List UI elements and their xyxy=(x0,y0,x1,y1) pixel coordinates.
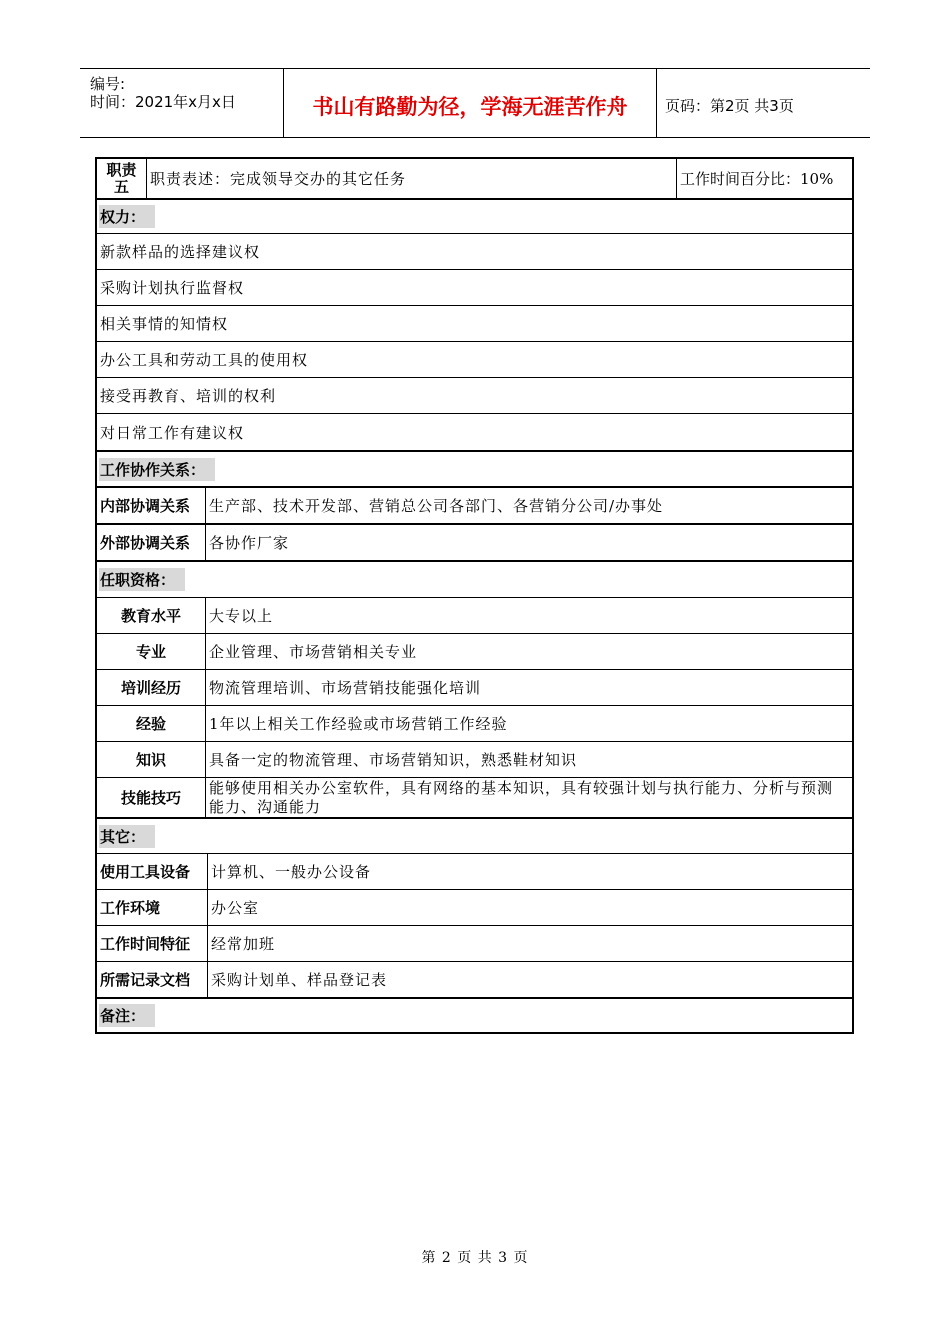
page-footer: 第 2 页 共 3 页 xyxy=(421,1250,529,1266)
power-item: 相关事情的知情权 xyxy=(100,315,229,333)
other-label: 所需记录文档 xyxy=(100,971,191,989)
header-motto: 书山有路勤为径，学海无涯苦作舟 xyxy=(312,95,628,119)
table-row xyxy=(97,854,852,890)
table-row xyxy=(97,890,852,926)
other-value: 办公室 xyxy=(207,890,852,925)
list-item xyxy=(97,306,852,342)
qualification-label: 培训经历 xyxy=(120,679,181,697)
job-description-table xyxy=(95,157,854,1034)
other-label: 工作时间特征 xyxy=(100,935,191,953)
duty-label: 职责五 xyxy=(106,160,137,196)
table-row xyxy=(97,962,852,999)
powers-title: 权力： xyxy=(99,205,155,228)
power-item: 接受再教育、培训的权利 xyxy=(100,387,277,405)
table-row xyxy=(97,706,852,742)
relations-section-header xyxy=(97,452,852,488)
list-item xyxy=(97,342,852,378)
other-value: 采购计划单、样品登记表 xyxy=(207,962,852,997)
other-value: 经常加班 xyxy=(207,926,852,961)
power-item: 采购计划执行监督权 xyxy=(100,279,245,297)
table-row xyxy=(97,634,852,670)
remarks-title: 备注： xyxy=(99,1004,155,1027)
header-meta xyxy=(80,69,283,137)
qualification-label: 经验 xyxy=(135,715,166,733)
document-header xyxy=(80,68,870,138)
powers-section-header xyxy=(97,200,852,234)
duty-row xyxy=(97,159,852,200)
power-item: 新款样品的选择建议权 xyxy=(100,243,261,261)
others-section-header xyxy=(97,819,852,854)
qualification-value: 物流管理培训、市场营销技能强化培训 xyxy=(205,670,852,705)
qualification-label: 教育水平 xyxy=(120,607,181,625)
qualifications-section-header xyxy=(97,562,852,598)
table-row xyxy=(97,488,852,525)
qualifications-title: 任职资格： xyxy=(99,568,185,591)
other-label: 使用工具设备 xyxy=(100,863,191,881)
qualification-value: 大专以上 xyxy=(205,598,852,633)
qualification-label: 专业 xyxy=(135,643,166,661)
qualification-value: 1年以上相关工作经验或市场营销工作经验 xyxy=(205,706,852,741)
qualification-label: 知识 xyxy=(135,751,166,769)
power-item: 对日常工作有建议权 xyxy=(100,423,245,442)
header-page-info: 页码：第2页 共3页 xyxy=(665,97,794,115)
list-item xyxy=(97,378,852,414)
other-label: 工作环境 xyxy=(100,899,161,917)
header-motto-box xyxy=(283,69,657,137)
list-item xyxy=(97,414,852,452)
qualification-value: 企业管理、市场营销相关专业 xyxy=(205,634,852,669)
other-value: 计算机、一般办公设备 xyxy=(207,854,852,889)
document-number-label: 编号: xyxy=(90,75,126,93)
power-item: 办公工具和劳动工具的使用权 xyxy=(100,351,309,369)
table-row xyxy=(97,926,852,962)
table-row xyxy=(97,742,852,778)
qualification-value: 具备一定的物流管理、市场营销知识，熟悉鞋材知识 xyxy=(205,742,852,777)
qualification-label: 技能技巧 xyxy=(120,789,181,807)
document-date: 时间：2021年x月x日 xyxy=(90,93,236,111)
duty-description: 职责表述：完成领导交办的其它任务 xyxy=(146,159,676,198)
internal-relations-value: 生产部、技术开发部、营销总公司各部门、各营销分公司/办事处 xyxy=(205,488,852,523)
list-item xyxy=(97,234,852,270)
relations-title: 工作协作关系： xyxy=(99,458,215,481)
duty-percent: 工作时间百分比：10% xyxy=(676,159,852,198)
remarks-row xyxy=(97,999,852,1032)
table-row xyxy=(97,778,852,819)
internal-relations-label: 内部协调关系 xyxy=(100,497,191,515)
table-row xyxy=(97,525,852,562)
external-relations-label: 外部协调关系 xyxy=(100,534,191,552)
table-row xyxy=(97,598,852,634)
others-title: 其它： xyxy=(99,825,155,848)
table-row xyxy=(97,670,852,706)
list-item xyxy=(97,270,852,306)
qualification-value: 能够使用相关办公室软件，具有网络的基本知识，具有较强计划与执行能力、分析与预测能力、沟通能力 xyxy=(205,778,852,817)
external-relations-value: 各协作厂家 xyxy=(205,525,852,560)
